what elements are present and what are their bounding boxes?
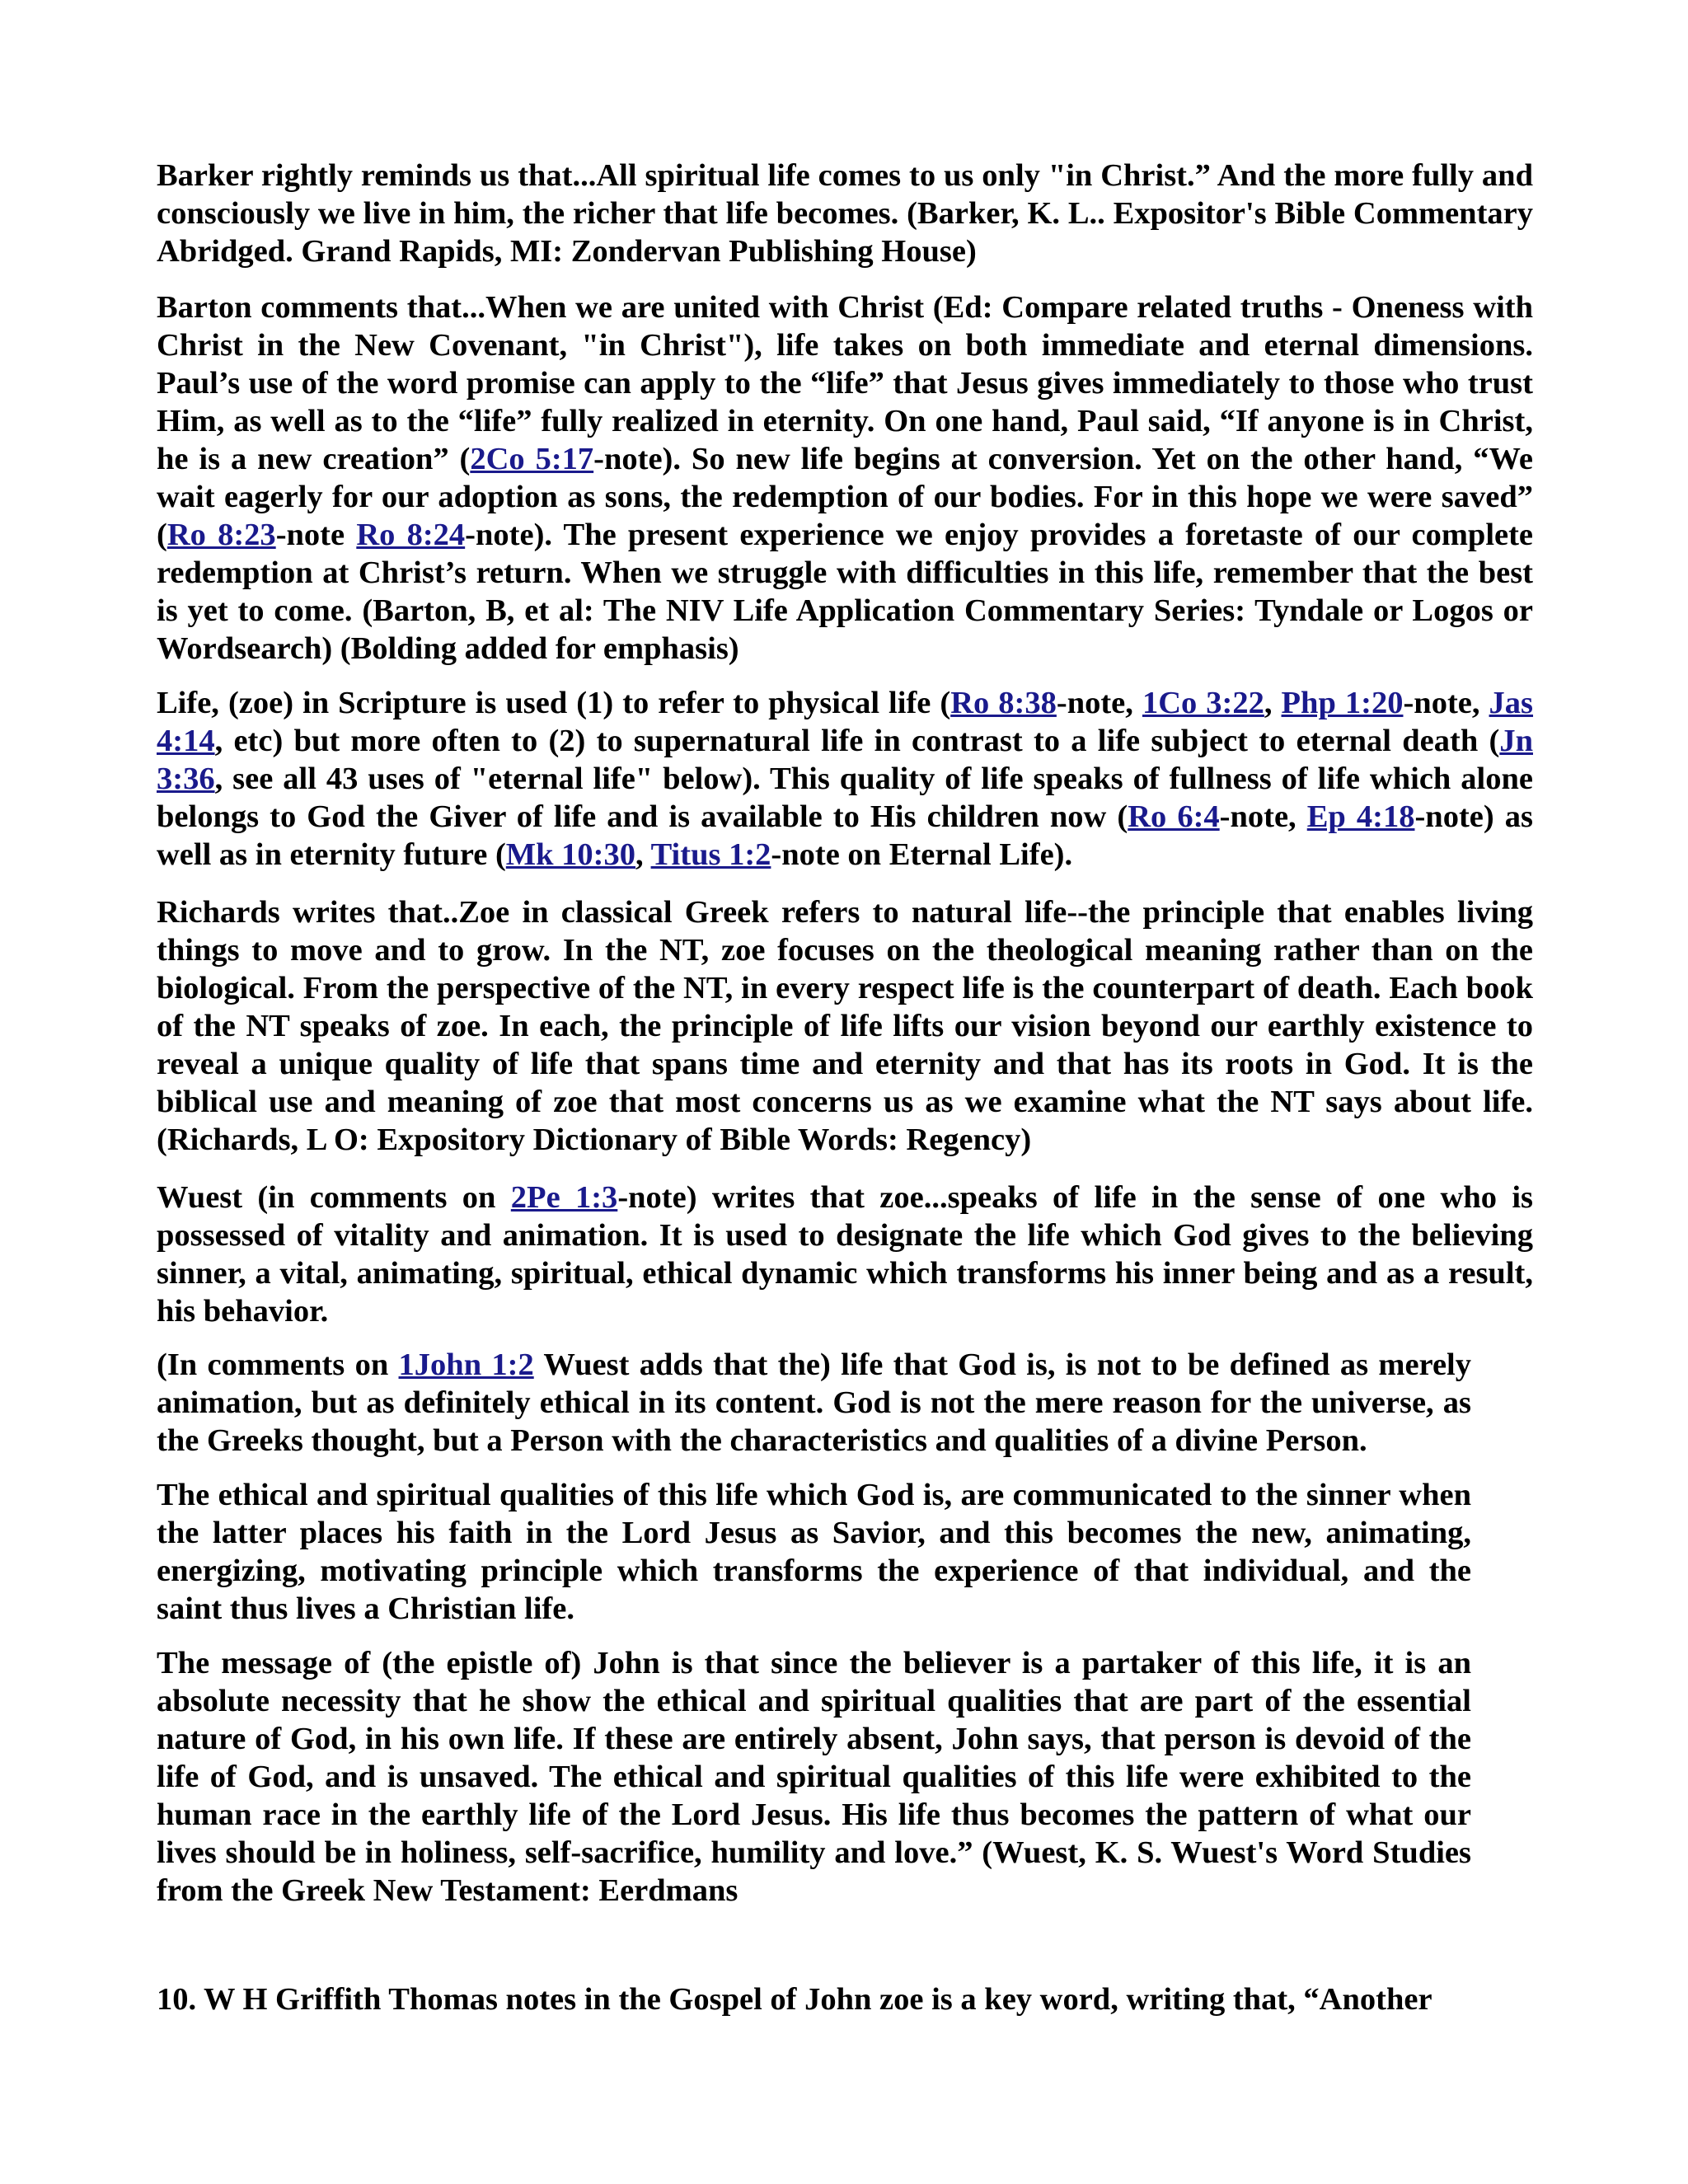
scripture-link[interactable]: 1Co 3:22: [1142, 686, 1264, 720]
text: (In comments on: [157, 1347, 399, 1382]
text: -note). The present experience we enjoy provides a foretaste of our complete redemption at Christ’s return. When we struggle with difficulties in this life, remember that the best is yet to come. (Barton, B, et al: The NIV Life Application Commentary Series: Tyndale or Logos or Wordsearch) (Bolding added for emphasis): [157, 518, 1534, 666]
text: The ethical and spiritual qualities of this life which God is, are communicated to the sinner when the latter places his faith in the Lord Jesus as Savior, and this becomes the new, animating, energizing, motivating principle which transforms the experience of that individual, and the saint thus lives a Christian life.: [157, 1478, 1471, 1626]
scripture-link[interactable]: 2Co 5:17: [470, 442, 594, 476]
paragraph-barker: [157, 157, 1533, 270]
text: , etc) but more often to (2) to supernatural life in contrast to a life subject to eternal death (: [214, 724, 1500, 758]
scripture-link[interactable]: Ep 4:18: [1306, 799, 1415, 834]
text: ,: [1264, 686, 1282, 720]
scripture-link[interactable]: 1John 1:2: [398, 1347, 534, 1382]
text: Barton comments that...When we are united with Christ (Ed: Compare related truths - Oneness with Christ in the New Covenant, "in Christ"), life takes on both immediate and eternal dimensions. Paul’s use of the word promise can apply to the “life” that Jesus gives immediately to those who trust Him, as well as to the “life” fully realized in eternity. On one hand, Paul said, “If anyone is in Christ, he is a new creation” (: [157, 290, 1533, 476]
paragraph-richards: [157, 893, 1533, 1159]
paragraph-wuest: [157, 1179, 1533, 1330]
text: Wuest (in comments on: [157, 1180, 511, 1215]
text: -note on Eternal Life).: [771, 837, 1073, 872]
scripture-link[interactable]: 2Pe 1:3: [510, 1180, 618, 1215]
scripture-link[interactable]: Php 1:20: [1281, 686, 1404, 720]
text: -note,: [1403, 686, 1489, 720]
scripture-link[interactable]: Mk 10:30: [505, 837, 635, 872]
text: Wuest adds that the) life that God is, is not to be defined as merely animation, but as definitely ethical in its content. God is not the mere reason for the universe, as the Greeks thought, but a Person with the characteristics and qualities of a divine Person.: [157, 1347, 1471, 1458]
text: -note). So new life begins at conversion. Yet on the other hand, “We wait eagerly for our adoption as sons, the redemption of our bodies. For in this hope we were saved” (: [157, 442, 1534, 552]
text: , see all 43 uses of "eternal life" below). This quality of life speaks of fullness of life which alone belongs to God the Giver of life and is available to His children now (: [157, 762, 1533, 834]
scripture-link[interactable]: Jas 4:14: [157, 686, 1534, 758]
text: Life, (zoe) in Scripture is used (1) to refer to physical life (: [157, 686, 951, 720]
paragraph-ethical-qualities: [157, 1476, 1471, 1628]
text: -note) writes that zoe...speaks of life in the sense of one who is possessed of vitality and animation. It is used to designate the life which God gives to the believing sinner, a vital, animating, spiritual, ethical dynamic which transforms his inner being and as a result, his behavior.: [157, 1180, 1533, 1329]
paragraph-life-zoe: [157, 684, 1533, 874]
scripture-link[interactable]: Jn 3:36: [157, 724, 1533, 796]
paragraph-barton: [157, 288, 1533, 668]
scripture-link[interactable]: Ro 8:23: [166, 518, 276, 552]
scripture-link[interactable]: Titus 1:2: [650, 837, 771, 872]
text: Barker rightly reminds us that...All spiritual life comes to us only "in Christ.” And the more fully and consciously we live in him, the richer that life becomes. (Barker, K. L.. Expositor's Bible Commentary Abridged. Grand Rapids, MI: Zondervan Publishing House): [157, 158, 1533, 269]
text: The message of (the epistle of) John is that since the believer is a partaker of this life, it is an absolute necessity that he show the ethical and spiritual qualities that are part of the essential nature of God, in his own life. If these are entirely absent, John says, that person is devoid of the life of God, and is unsaved. The ethical and spiritual qualities of this life were exhibited to the human race in the earthly life of the Lord Jesus. His life thus becomes the pattern of what our lives should be in holiness, self-sacrifice, humility and love.” (Wuest, K. S. Wuest's Word Studies from the Greek New Testament: Eerdmans: [157, 1646, 1471, 1908]
paragraph-wuest-comments: [157, 1346, 1471, 1460]
scripture-link[interactable]: Ro 8:24: [356, 518, 466, 552]
scripture-link[interactable]: Ro 6:4: [1128, 799, 1220, 834]
text: -note,: [1056, 686, 1142, 720]
paragraph-john-message: [157, 1644, 1471, 1910]
text: -note: [275, 518, 357, 552]
text: Richards writes that..Zoe in classical Greek refers to natural life--the principle that enables living things to move and to grow. In the NT, zoe focuses on the theological meaning rather than on the biological. From the perspective of the NT, in every respect life is the counterpart of death. Each book of the NT speaks of zoe. In each, the principle of life lifts our vision beyond our earthly existence to reveal a unique quality of life that spans time and eternity and that has its roots in God. It is the biblical use and meaning of zoe that most concerns us as we examine what the NT says about life. (Richards, L O: Expository Dictionary of Bible Words: Regency): [157, 895, 1533, 1157]
text: -note,: [1219, 799, 1307, 834]
text: 10. W H Griffith Thomas notes in the Gospel of John zoe is a key word, writing that, “Another: [157, 1982, 1432, 2017]
text: -note) as well as in eternity future (: [157, 799, 1533, 872]
scripture-link[interactable]: Ro 8:38: [950, 686, 1057, 720]
text: ,: [635, 837, 651, 872]
paragraph-griffith-thomas: [157, 1980, 1533, 2018]
